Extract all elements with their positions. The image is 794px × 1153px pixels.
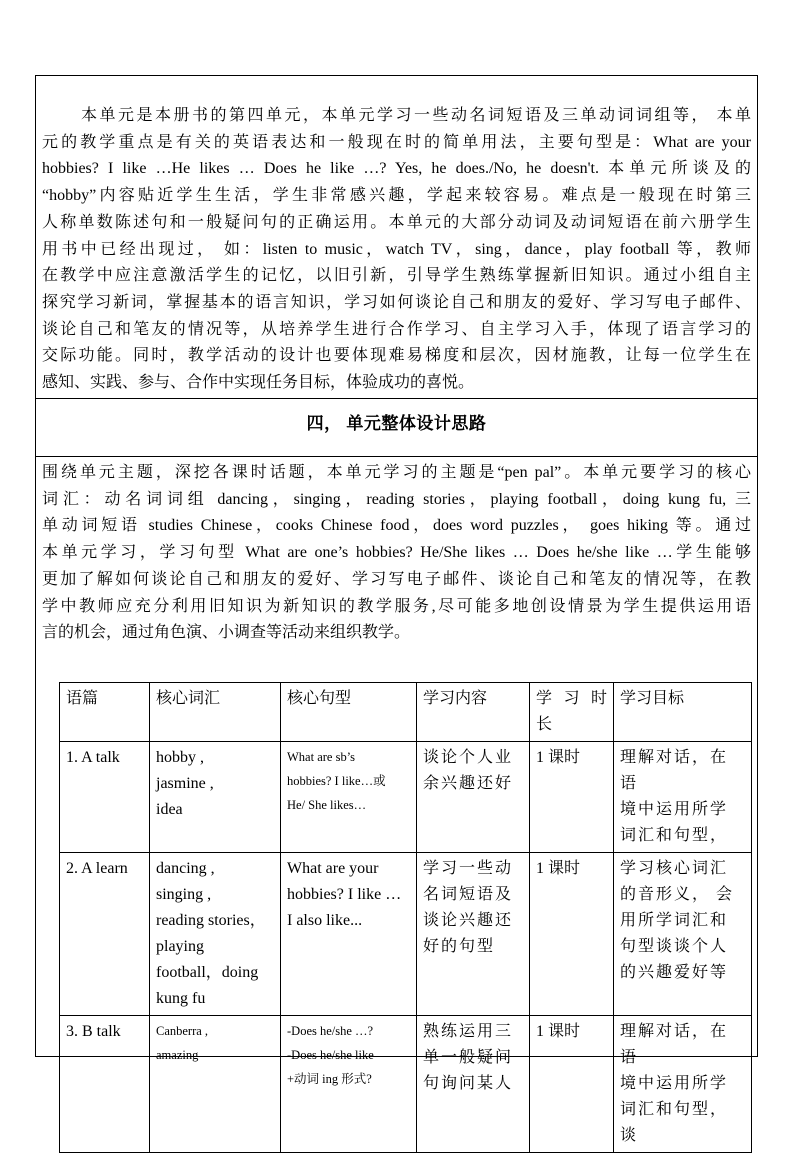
intro-line: 谈论自己和笔友的情况等，从培养学生进行合作学习、自主学习入手，体现了语言学习的	[42, 320, 751, 338]
cell-goal-line: 句型谈谈个人	[620, 938, 729, 955]
header-cell-duration: 学 习 时 长	[530, 683, 614, 742]
cell-vocab-line: playing	[156, 938, 204, 955]
cell-pattern	[281, 1016, 417, 1153]
cell-vocab-line: jasmine ,	[156, 775, 214, 792]
cell-content-line: 谈论个人业	[423, 749, 514, 766]
cell-vocab-line: singing ,	[156, 886, 212, 903]
cell-pattern-line: What are sb’s	[287, 750, 356, 764]
table-row	[60, 1016, 752, 1153]
table-row	[60, 742, 752, 853]
cell-content-line: 句询问某人	[423, 1075, 514, 1092]
cell-goal-line: 理解对话，在语	[620, 749, 729, 792]
design-line: 词汇：动名词词组 dancing，singing，reading stories，playing football，doing kung fu, 三	[42, 490, 751, 508]
cell-vocab	[150, 1016, 281, 1153]
cell-content	[417, 1016, 530, 1153]
intro-line: 交际功能。同时，教学活动的设计也要体现难易梯度和层次，因材施教，让每一位学生在	[42, 347, 751, 365]
cell-duration: 1 课时	[530, 1016, 614, 1153]
header-cell-pattern: 核心句型	[281, 683, 417, 742]
cell-pattern-line: I also like...	[287, 912, 363, 929]
header-cell-content: 学习内容	[417, 683, 530, 742]
cell-content-line: 单一般疑问	[423, 1049, 514, 1066]
design-line: 单动词短语 studies Chinese，cooks Chinese food，does word puzzles， goes hiking 等。通过	[42, 517, 751, 535]
intro-line: 元的教学重点是有关的英语表达和一般现在时的简单用法，主要句型是：What are your	[42, 133, 751, 151]
cell-vocab-line: idea	[156, 801, 183, 818]
cell-vocab	[150, 742, 281, 853]
cell-passage: 2. A learn	[60, 853, 150, 1016]
header-cell-passage: 语篇	[60, 683, 150, 742]
cell-content	[417, 853, 530, 1016]
intro-line: 用书中已经出现过， 如：listen to music，watch TV，sing，dance，play football 等，教师	[42, 240, 751, 258]
cell-vocab	[150, 853, 281, 1016]
cell-goal-line: 词汇和句型，谈	[620, 1101, 729, 1144]
cell-vocab-line: dancing ,	[156, 860, 215, 877]
intro-line: 感知、实践、参与、合作中实现任务目标，体验成功的喜悦。	[42, 374, 475, 392]
cell-goal-line: 的音形义， 会	[620, 886, 735, 903]
header-cell-goal: 学习目标	[614, 683, 752, 742]
design-line: 本单元学习，学习句型 What are one’s hobbies? He/She likes … Does he/she like …学生能够	[42, 544, 751, 562]
design-line: 更加了解如何谈论自己和朋友的爱好、学习写电子邮件、谈论自己和笔友的情况等，在教	[42, 570, 751, 588]
intro-line: 探究学习新词，掌握基本的语言知识，学习如何谈论自己和朋友的爱好、学习写电子邮件、	[42, 293, 751, 311]
design-line: 言的机会，通过角色演、小调查等活动来组织教学。	[42, 624, 411, 642]
cell-pattern-line: What are your	[287, 860, 379, 877]
document-frame	[35, 75, 758, 1144]
cell-goal-line: 理解对话，在语	[620, 1023, 729, 1066]
cell-passage: 3. B talk	[60, 1016, 150, 1153]
cell-goal-line: 用所学词汇和	[620, 912, 729, 929]
design-line: 学中教师应充分利用旧知识为新知识的教学服务,尽可能多地创设情景为学生提供运用语	[42, 597, 751, 615]
cell-pattern-line: hobbies? I like…或	[287, 774, 386, 788]
cell-duration: 1 课时	[530, 853, 614, 1016]
divider-bottom-section-title	[36, 456, 757, 457]
cell-content-line: 好的句型	[423, 938, 496, 955]
divider-top-section-title	[36, 398, 757, 399]
intro-line: 本单元是本册书的第四单元，本单元学习一些动名词短语及三单动词词组等， 本单	[81, 107, 751, 124]
cell-pattern-line: He/ She likes…	[287, 798, 367, 812]
cell-vocab-line: football，doing	[156, 964, 259, 981]
cell-pattern	[281, 742, 417, 853]
intro-paragraph	[36, 103, 757, 397]
cell-pattern-line: -Does he/she like	[287, 1048, 374, 1062]
intro-line: 在教学中应注意激活学生的记忆，以旧引新，引导学生熟练掌握新旧知识。通过小组自主	[42, 267, 751, 285]
cell-content-line: 名词短语及	[423, 886, 514, 903]
cell-pattern-line: +动词 ing 形式?	[287, 1072, 372, 1086]
intro-line: “hobby”内容贴近学生生活，学生非常感兴趣，学起来较容易。难点是一般现在时第三	[42, 187, 751, 205]
cell-goal	[614, 853, 752, 1016]
cell-vocab-line: reading stories，	[156, 912, 266, 929]
cell-content	[417, 742, 530, 853]
lesson-table	[59, 682, 752, 1153]
cell-pattern-line: hobbies? I like …	[287, 886, 402, 903]
cell-pattern	[281, 853, 417, 1016]
cell-content-line: 余兴趣还好	[423, 775, 514, 792]
cell-vocab-line: Canberra ,	[156, 1024, 209, 1038]
cell-vocab-line: amazing	[156, 1048, 199, 1062]
cell-goal	[614, 1016, 752, 1153]
cell-goal-line: 境中运用所学	[620, 1075, 729, 1092]
cell-vocab-line: kung fu	[156, 990, 206, 1007]
cell-passage: 1. A talk	[60, 742, 150, 853]
cell-content-line: 谈论兴趣还	[423, 912, 514, 929]
cell-goal-line: 的兴趣爱好等	[620, 964, 729, 981]
cell-goal-line: 学习核心词汇	[620, 860, 729, 877]
header-cell-vocab: 核心词汇	[150, 683, 281, 742]
design-paragraph	[36, 460, 757, 647]
design-line: 围绕单元主题，深挖各课时话题，本单元学习的主题是“pen pal”。本单元要学习的核心	[42, 464, 751, 481]
cell-duration: 1 课时	[530, 742, 614, 853]
table-header-row	[60, 683, 752, 742]
section-title: 四， 单元整体设计思路	[306, 414, 487, 433]
table-row	[60, 853, 752, 1016]
table-body	[60, 683, 752, 1153]
cell-vocab-line: hobby ,	[156, 749, 204, 766]
intro-line: 人称单数陈述句和一般疑问句的正确运用。本单元的大部分动词及动词短语在前六册学生	[42, 213, 751, 231]
intro-line: hobbies? I like …He likes … Does he like …? Yes, he does./No, he doesn't. 本单元所谈及的	[42, 160, 751, 178]
cell-content-line: 熟练运用三	[423, 1023, 514, 1040]
cell-content-line: 学习一些动	[423, 860, 514, 877]
cell-pattern-line: -Does he/she …?	[287, 1024, 374, 1038]
cell-goal-line: 境中运用所学	[620, 801, 729, 818]
cell-goal	[614, 742, 752, 853]
cell-goal-line: 词汇和句型，	[620, 827, 729, 844]
